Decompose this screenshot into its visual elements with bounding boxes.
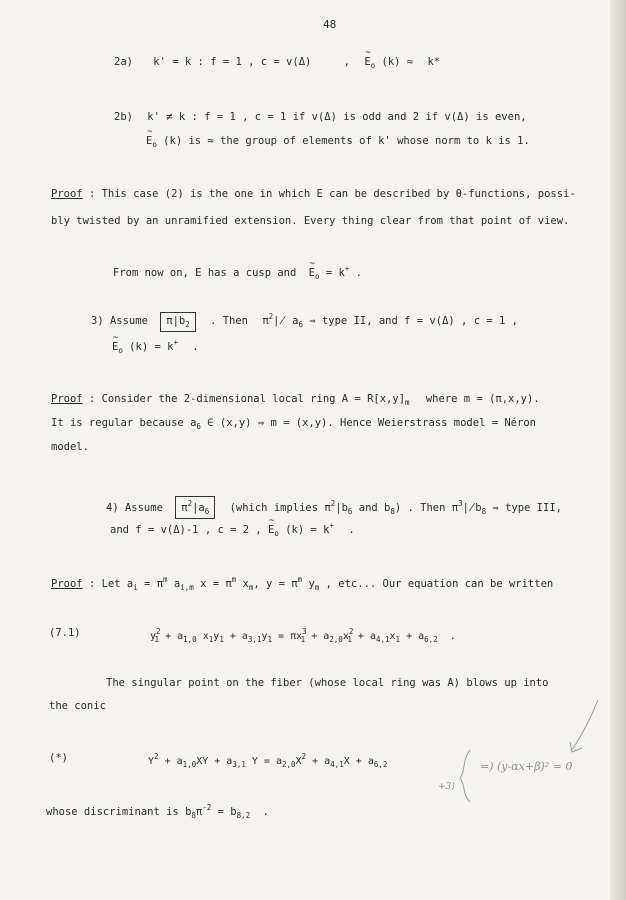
e-tilde-symbol: ~ E [112, 341, 118, 353]
e-tilde-symbol: ~ E [309, 267, 315, 279]
pencil-note: =) (y-αx+β)² = 0 [480, 760, 573, 773]
proof-label: Proof [51, 578, 83, 590]
cusp-line: From now on, E has a cusp and ~ $E_o = k^+$ . [113, 264, 362, 281]
case-4-line2: and f = v(Δ)-1 , c = 2 , ~ $E_o$ (k) = k+ . [110, 521, 355, 538]
proof-3-line1: Proof : Let $a_i = \pi^m$ $a_{i,m}$ $x = \pi^m$ $x_m$, $y = \pi^m$ $y_m$ , etc... Our equation can be written [51, 575, 554, 592]
e-tilde-symbol: ~ E [268, 524, 274, 536]
singular-line2: the conic [49, 700, 106, 712]
boxed-condition: $\pi|b_2$ [160, 312, 196, 332]
equation-star-label: (*) [49, 752, 68, 764]
pencil-side-note: +3) [438, 782, 455, 792]
proof-1-line1: Proof : This case (2) is the one in which E can be described by θ-functions, possi- [51, 188, 576, 200]
equation-star: $Y^2 + a_{1,0}XY + a_{3,1}$ $Y = a_{2,0}X^2 + a_{4,1}X + a_{6,2}$ [148, 752, 388, 769]
singular-line1: The singular point on the fiber (whose local ring was A) blows up into [106, 677, 549, 689]
equation-7-1: $y^2_1 + a_{1,0}$ $x_1y_1 + a_{3,1}y_1 = \pi x^3_1 + a_{2,0}x^2_1 + a_{4,1}x_1 + a_{6,2}$ . [150, 627, 456, 644]
proof-2-line2: It is regular because $a_6$ ∈ (x,y) ⇒ m = (x,y). Hence Weierstrass model = Néron [51, 417, 536, 431]
proof-label: Proof [51, 188, 83, 200]
case-2b-line1: 2b) k' ≠ k : f = 1 , c = 1 if v(Δ) is odd and 2 if v(Δ) is even, [114, 111, 527, 123]
proof-label: Proof [51, 393, 83, 405]
proof-2-line1: Proof : Consider the 2-dimensional local ring $A = R[x,y]_m$ where m = (π,x,y). [51, 393, 540, 407]
case-2a-label: 2a) [114, 56, 133, 68]
page-number: 48 [323, 18, 337, 31]
pencil-annotation-arrow [440, 690, 620, 810]
e-tilde-symbol: ~ E [146, 135, 152, 147]
boxed-condition: $\pi^2|a_6$ [175, 496, 215, 519]
proof-1-line2: bly twisted by an unramified extension. Every thing clear from that point of view. [51, 215, 570, 227]
case-3-line1: 3) Assume $\pi|b_2$ . Then $\pi^2∤$ $a_6$ ⇒ type II, and f = v(Δ) , c = 1 , [91, 312, 518, 332]
proof-2-line3: model. [51, 441, 89, 453]
case-3-line2: ~ $E_o$ (k) = k+ . [112, 338, 199, 355]
case-2a: 2a) k' = k : f = 1 , c = v(Δ) , ~ $E_o$ (k) ≈ k* [114, 56, 440, 70]
e-tilde-symbol: ~ E [364, 56, 370, 68]
discriminant-line: whose discriminant is $b_8\pi^{-2} = b_{8,2}$ . [46, 803, 269, 820]
case-2b-line2: ~ $E_o$ (k) is ≈ the group of elements of k' whose norm to k is 1. [146, 135, 530, 149]
case-4-line1: 4) Assume $\pi^2|a_6$ (which implies $\pi^2|b_6$ and $b_8$) . Then $\pi^3∤b_8$ ⇒ type III, [106, 496, 562, 519]
equation-7-1-label: (7.1) [49, 627, 81, 639]
case-2a-text: k' = k : f = 1 , c = v(Δ) [153, 56, 312, 68]
